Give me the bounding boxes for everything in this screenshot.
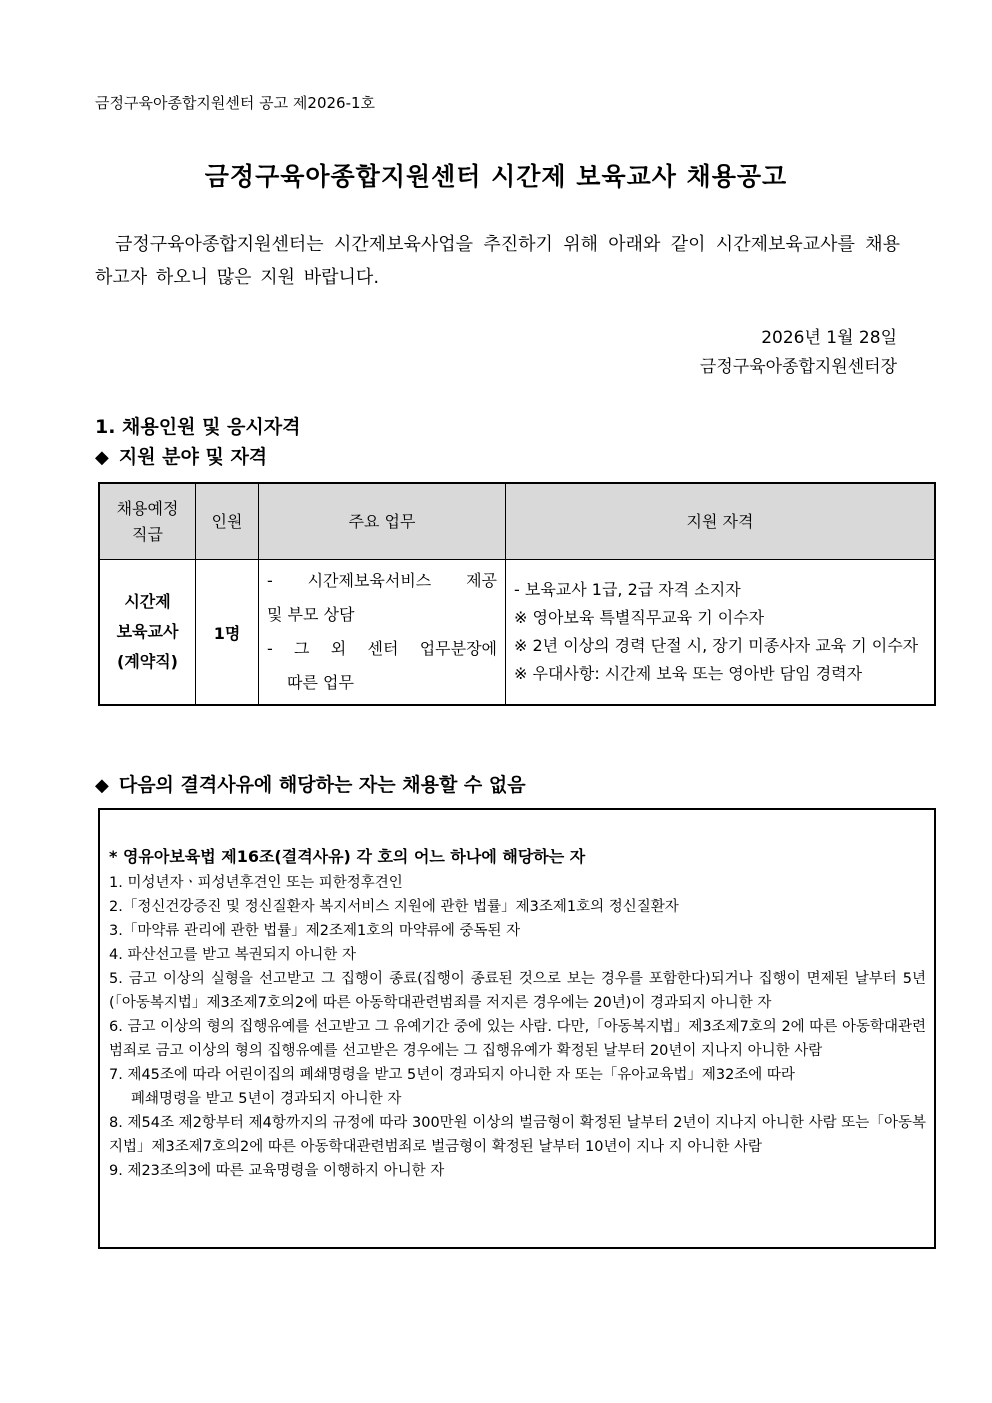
disqualification-box [98, 808, 936, 1249]
duty-2-line1: - 그 외 센터 업무분장에 [267, 639, 497, 658]
cell-qualifications [506, 560, 936, 706]
header-position [99, 483, 196, 560]
qualification-3: ※ 2년 이상의 경력 단절 시, 장기 미종사자 교육 기 이수자 [514, 636, 919, 655]
list-item: 2.「정신건강증진 및 정신질환자 복지서비스 지원에 관한 법률」제3조제1호의 정신질환자 [109, 899, 679, 915]
header-position-line2: 직급 [132, 524, 163, 544]
list-item: 7. 제45조에 따라 어린이집의 폐쇄명령을 받고 5년이 경과되지 아니한 자 또는「유아교육법」제32조에 따라 [109, 1067, 795, 1083]
qualification-1: - 보육교사 1급, 2급 자격 소지자 [514, 580, 741, 599]
subsection-label: 지원 분야 및 자격 [118, 446, 268, 468]
list-item: 9. 제23조의3에 따른 교육명령을 이행하지 아니한 자 [109, 1163, 445, 1179]
list-item: 1. 미성년자ㆍ피성년후견인 또는 피한정후견인 [109, 875, 403, 891]
disqualification-heading: * 영유아보육법 제16조(결격사유) 각 호의 어느 하나에 해당하는 자 [109, 847, 586, 866]
list-item: 4. 파산선고를 받고 복권되지 아니한 자 [109, 947, 356, 963]
page-title: 금정구육아종합지원센터 시간제 보육교사 채용공고 [204, 162, 788, 191]
list-item: 5. 금고 이상의 실형을 선고받고 그 집행이 종료(집행이 종료된 것으로 보는 경우를 포함한다)되거나 집행이 면제된 날부터 5년(「아동복지법」제3조제7호의2에 따른 아동학대관련범죄를 저지른 경우에는 20년)이 경과되지 아니한 자 [109, 971, 926, 1011]
header-qualifications: 지원 자격 [506, 483, 936, 560]
table-header-row [99, 483, 935, 560]
duty-1-line2: 및 부모 상담 [267, 605, 355, 624]
header-position-line1: 채용예정 [116, 498, 179, 518]
list-item: 3.「마약류 관리에 관한 법률」제2조제1호의 마약류에 중독된 자 [109, 923, 521, 939]
cell-position [99, 560, 196, 706]
table-row [99, 560, 935, 706]
header-count: 인원 [196, 483, 259, 560]
position-line3: (계약직) [117, 652, 178, 671]
subsection-title-disqualification [95, 770, 526, 797]
notice-number: 금정구육아종합지원센터 공고 제2026-1호 [95, 94, 376, 112]
recruitment-table [98, 482, 936, 706]
duty-1-line1: - 시간제보육서비스 제공 [267, 571, 497, 590]
qualification-4: ※ 우대사항: 시간제 보육 또는 영아반 담임 경력자 [514, 664, 863, 683]
intro-paragraph: 금정구육아종합지원센터는 시간제보육사업을 추진하기 위해 아래와 같이 시간제보육교사를 채용하고자 하오니 많은 지원 바랍니다. [95, 234, 900, 288]
subsection-title-qualification [95, 442, 267, 469]
position-line2: 보육교사 [116, 622, 179, 641]
section-title: 1. 채용인원 및 응시자격 [95, 416, 301, 438]
diamond-bullet-icon: ◆ [95, 447, 109, 468]
diamond-bullet-icon: ◆ [95, 775, 109, 796]
cell-count: 1명 [196, 560, 259, 706]
list-item: 폐쇄명령을 받고 5년이 경과되지 아니한 자 [131, 1091, 402, 1107]
notice-date: 2026년 1월 28일 [761, 328, 897, 348]
cell-duties [259, 560, 506, 706]
duty-2-line2: 따른 업무 [287, 673, 354, 692]
list-item: 8. 제54조 제2항부터 제4항까지의 규정에 따라 300만원 이상의 벌금형이 확정된 날부터 2년이 지나지 아니한 사람 또는「아동복지법」제3조제7호의2에 따른 아동학대관련범죄로 벌금형이 확정된 날부터 10년이 지나 지 아니한 사람 [109, 1115, 926, 1155]
qualification-2: ※ 영아보육 특별직무교육 기 이수자 [514, 608, 765, 627]
list-item: 6. 금고 이상의 형의 집행유예를 선고받고 그 유예기간 중에 있는 사람. 다만,「아동복지법」제3조제7호의 2에 따른 아동학대관련범죄로 금고 이상의 형의 집행유예를 선고받은 경우에는 그 집행유예가 확정된 날부터 20년이 지나지 아니한 사람 [109, 1019, 926, 1059]
subsection-label: 다음의 결격사유에 해당하는 자는 채용할 수 없음 [118, 774, 526, 796]
header-duties: 주요 업무 [259, 483, 506, 560]
position-line1: 시간제 [124, 592, 171, 611]
issuer: 금정구육아종합지원센터장 [699, 357, 897, 377]
